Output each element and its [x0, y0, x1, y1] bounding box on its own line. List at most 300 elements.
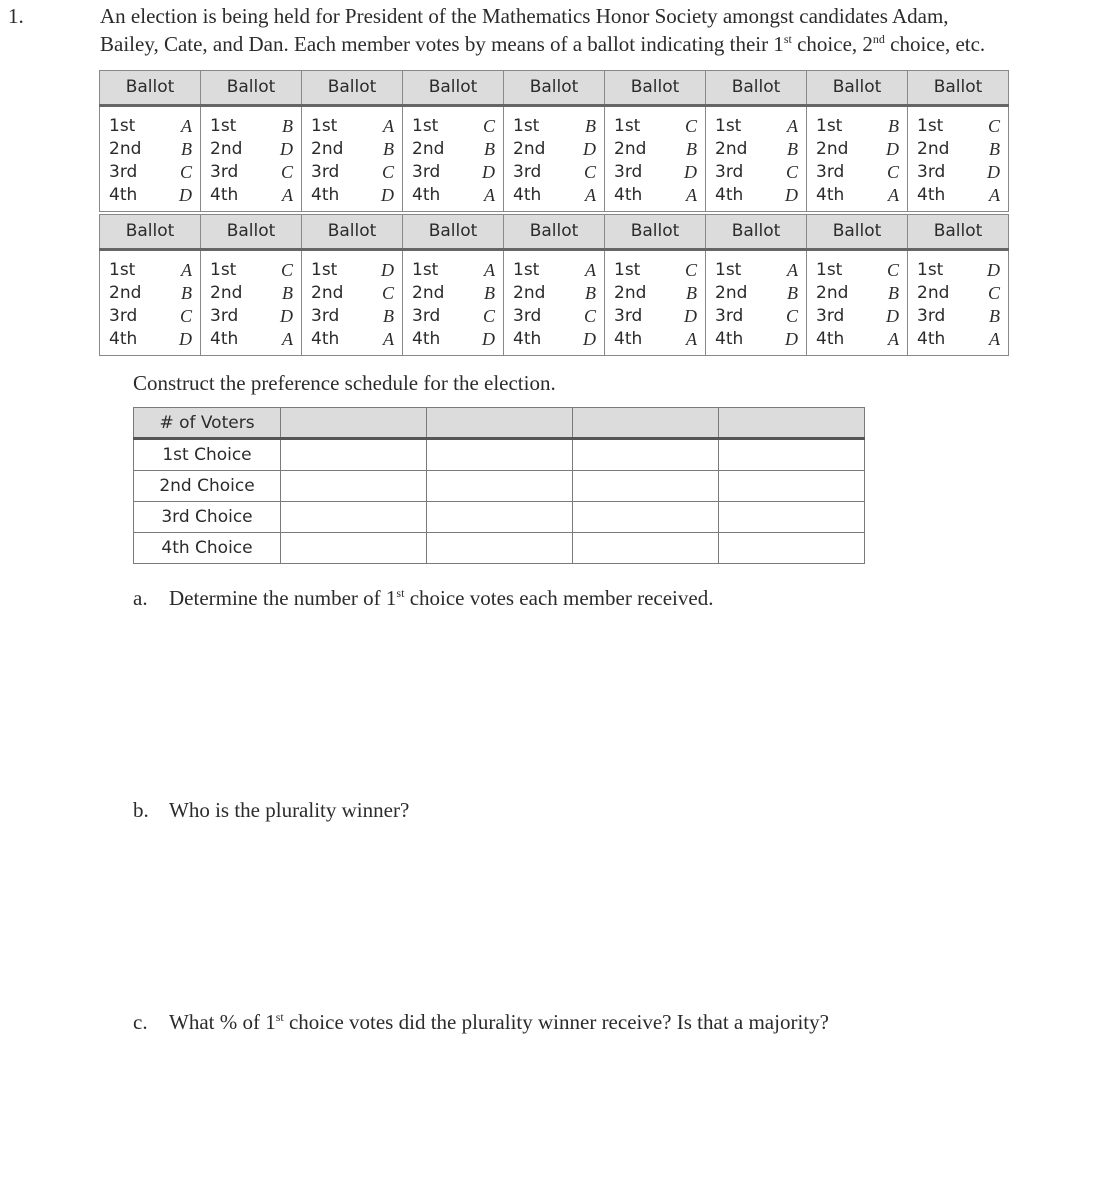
rank-label: 2nd [109, 283, 142, 303]
ballot-rank-row [403, 115, 503, 138]
rank-label: 4th [715, 329, 744, 349]
candidate-letter: B [888, 116, 899, 136]
ballot-card [403, 250, 504, 356]
candidate-letter: B [686, 283, 697, 303]
rank-label: 4th [311, 329, 340, 349]
candidate-letter: C [280, 260, 293, 280]
candidate-letter: D [179, 185, 192, 205]
ballot-rank-row [504, 282, 604, 305]
ballot-header: Ballot [100, 215, 201, 250]
candidate-letter: D [482, 162, 495, 182]
rank-label: 4th [109, 329, 138, 349]
ballot-body-row [100, 250, 1009, 356]
rank-label: 1st [816, 116, 843, 136]
rank-label: 3rd [513, 306, 542, 326]
schedule-cell[interactable] [719, 502, 865, 533]
candidate-letter: C [583, 162, 596, 182]
candidate-letter: A [585, 260, 596, 280]
ballot-rank-row [504, 138, 604, 161]
candidate-letter: D [684, 306, 697, 326]
ballot-rank-row [302, 305, 402, 328]
rank-label: 4th [513, 185, 542, 205]
candidate-letter: D [280, 306, 293, 326]
ballot-rank-row [807, 259, 907, 282]
rank-label: 3rd [210, 162, 239, 182]
ballot-header: Ballot [706, 215, 807, 250]
ballot-rank-row [807, 305, 907, 328]
candidate-letter: B [484, 139, 495, 159]
candidate-letter: A [282, 185, 293, 205]
ballot-body-row [100, 106, 1009, 212]
ballot-rank-row [605, 138, 705, 161]
rank-label: 3rd [715, 306, 744, 326]
ballot-rank-row [605, 161, 705, 184]
rank-label: 3rd [513, 162, 542, 182]
ballot-rank-row [605, 184, 705, 207]
candidate-letter: A [282, 329, 293, 349]
rank-label: 2nd [614, 283, 647, 303]
ballot-header: Ballot [403, 71, 504, 106]
candidate-letter: A [484, 260, 495, 280]
ballot-rank-row [706, 328, 806, 351]
ballot-rank-row [605, 115, 705, 138]
rank-label: 2nd [210, 283, 243, 303]
ballot-rank-row [504, 161, 604, 184]
ballot-header: Ballot [201, 71, 302, 106]
candidate-letter: C [684, 116, 697, 136]
candidate-letter: A [181, 116, 192, 136]
rank-label: 4th [917, 185, 946, 205]
ballot-rank-row [706, 184, 806, 207]
schedule-cell[interactable] [281, 439, 427, 471]
ballot-header-row [100, 215, 1009, 250]
ballot-rank-row [706, 138, 806, 161]
choice-label: 3rd Choice [134, 502, 281, 533]
candidate-letter: D [684, 162, 697, 182]
ballot-card [302, 106, 403, 212]
ballot-header: Ballot [302, 215, 403, 250]
part-b-label: b. [133, 798, 149, 822]
ballot-rank-row [302, 184, 402, 207]
ballot-rank-row [706, 259, 806, 282]
candidate-letter: C [684, 260, 697, 280]
rank-label: 2nd [412, 283, 445, 303]
ballot-header: Ballot [302, 71, 403, 106]
ballot-rank-row [100, 184, 200, 207]
ballot-rank-row [807, 328, 907, 351]
ballot-rank-row [504, 328, 604, 351]
rank-label: 3rd [816, 162, 845, 182]
rank-label: 2nd [715, 283, 748, 303]
rank-label: 1st [109, 260, 136, 280]
preference-schedule-table [133, 407, 865, 564]
question-prompt [8, 2, 1060, 58]
part-c-question: c. What % of 1st choice votes did the plurality winner receive? Is that a majority? [133, 1010, 829, 1034]
rank-label: 4th [715, 185, 744, 205]
rank-label: 2nd [412, 139, 445, 159]
rank-label: 3rd [917, 306, 946, 326]
question-line-1: An election is being held for President of the Mathematics Honor Society amongst candidates Adam, [100, 4, 949, 28]
ballot-rank-row [908, 282, 1008, 305]
schedule-cell[interactable] [281, 408, 427, 439]
part-a-question: a. Determine the number of 1st choice votes each member received. [133, 586, 714, 610]
rank-label: 1st [513, 260, 540, 280]
candidate-letter: D [987, 260, 1000, 280]
candidate-letter: B [787, 283, 798, 303]
candidate-letter: C [987, 283, 1000, 303]
candidate-letter: A [383, 329, 394, 349]
schedule-cell[interactable] [427, 439, 573, 471]
ballot-rank-row [807, 115, 907, 138]
rank-label: 1st [412, 260, 439, 280]
schedule-cell[interactable] [573, 439, 719, 471]
ballot-rank-row [201, 305, 301, 328]
ballot-card [201, 250, 302, 356]
ballot-rank-row [302, 138, 402, 161]
rank-label: 1st [816, 260, 843, 280]
ballot-rank-row [807, 138, 907, 161]
candidate-letter: C [280, 162, 293, 182]
candidate-letter: D [179, 329, 192, 349]
ballot-rank-row [403, 184, 503, 207]
rank-label: 2nd [311, 283, 344, 303]
ballot-rank-row [908, 115, 1008, 138]
rank-label: 4th [412, 329, 441, 349]
ballot-rank-row [504, 184, 604, 207]
schedule-row [134, 439, 865, 471]
candidate-letter: B [787, 139, 798, 159]
candidate-letter: C [482, 116, 495, 136]
ballot-rank-row [100, 282, 200, 305]
candidate-letter: A [888, 329, 899, 349]
schedule-cell[interactable] [719, 533, 865, 564]
ballot-rank-row [201, 138, 301, 161]
rank-label: 4th [513, 329, 542, 349]
schedule-cell[interactable] [573, 502, 719, 533]
candidate-letter: D [482, 329, 495, 349]
rank-label: 3rd [412, 306, 441, 326]
ballot-card [605, 106, 706, 212]
question-line-2: Bailey, Cate, and Dan. Each member votes by means of a ballot indicating their 1st choice, 2nd choice, etc. [100, 32, 986, 56]
ballot-rank-row [201, 161, 301, 184]
candidate-letter: B [585, 283, 596, 303]
candidate-letter: A [686, 329, 697, 349]
ballot-header: Ballot [605, 215, 706, 250]
rank-label: 4th [917, 329, 946, 349]
candidate-letter: D [886, 306, 899, 326]
rank-label: 1st [210, 260, 237, 280]
rank-label: 1st [513, 116, 540, 136]
rank-label: 4th [816, 185, 845, 205]
candidate-letter: C [381, 162, 394, 182]
ballot-card [100, 250, 201, 356]
candidate-letter: B [282, 283, 293, 303]
ballot-rank-row [302, 259, 402, 282]
ballot-rank-row [908, 305, 1008, 328]
ballot-rank-row [403, 328, 503, 351]
schedule-cell[interactable] [427, 502, 573, 533]
ballot-card [302, 250, 403, 356]
ballot-rank-row [706, 305, 806, 328]
rank-label: 2nd [715, 139, 748, 159]
ballot-rank-row [403, 138, 503, 161]
rank-label: 4th [109, 185, 138, 205]
ballot-header: Ballot [908, 71, 1009, 106]
ballot-rank-row [201, 282, 301, 305]
schedule-cell[interactable] [719, 471, 865, 502]
ballot-rank-row [807, 184, 907, 207]
rank-label: 2nd [614, 139, 647, 159]
candidate-letter: D [785, 329, 798, 349]
ballot-rank-row [201, 115, 301, 138]
ballot-rank-row [908, 138, 1008, 161]
ballot-rank-row [504, 115, 604, 138]
candidate-letter: D [280, 139, 293, 159]
ballot-table-bottom [99, 214, 1009, 356]
candidate-letter: B [383, 139, 394, 159]
rank-label: 2nd [311, 139, 344, 159]
rank-label: 1st [412, 116, 439, 136]
rank-label: 1st [614, 260, 641, 280]
choice-label: 1st Choice [134, 439, 281, 471]
ballot-rank-row [908, 328, 1008, 351]
candidate-letter: B [585, 116, 596, 136]
ballot-rank-row [605, 259, 705, 282]
ballot-header: Ballot [908, 215, 1009, 250]
rank-label: 4th [311, 185, 340, 205]
ballot-header-row [100, 71, 1009, 106]
rank-label: 1st [917, 116, 944, 136]
schedule-cell[interactable] [427, 471, 573, 502]
ballot-rank-row [100, 305, 200, 328]
rank-label: 2nd [210, 139, 243, 159]
candidate-letter: B [181, 139, 192, 159]
ballot-rank-row [100, 328, 200, 351]
ballot-rank-row [403, 282, 503, 305]
ballot-rank-row [403, 161, 503, 184]
ballot-card [201, 106, 302, 212]
construct-instruction: Construct the preference schedule for the election. [133, 371, 556, 395]
candidate-letter: A [989, 185, 1000, 205]
schedule-cell[interactable] [281, 533, 427, 564]
ballot-rank-row [605, 305, 705, 328]
candidate-letter: D [583, 329, 596, 349]
rank-label: 2nd [917, 139, 950, 159]
candidate-letter: B [383, 306, 394, 326]
part-b-question: b. Who is the plurality winner? [133, 798, 410, 822]
schedule-cell[interactable] [427, 408, 573, 439]
ballot-header: Ballot [201, 215, 302, 250]
ballot-rank-row [100, 161, 200, 184]
candidate-letter: C [179, 162, 192, 182]
schedule-row [134, 533, 865, 564]
candidate-letter: A [181, 260, 192, 280]
rank-label: 2nd [513, 283, 546, 303]
candidate-letter: A [585, 185, 596, 205]
ballot-header: Ballot [100, 71, 201, 106]
rank-label: 3rd [109, 306, 138, 326]
rank-label: 2nd [816, 139, 849, 159]
rank-label: 3rd [816, 306, 845, 326]
ballot-card [706, 250, 807, 356]
candidate-letter: C [785, 162, 798, 182]
rank-label: 2nd [816, 283, 849, 303]
ballot-card [504, 106, 605, 212]
schedule-row [134, 502, 865, 533]
rank-label: 3rd [210, 306, 239, 326]
rank-label: 1st [917, 260, 944, 280]
candidate-letter: A [787, 260, 798, 280]
candidate-letter: C [482, 306, 495, 326]
rank-label: 3rd [614, 306, 643, 326]
candidate-letter: A [383, 116, 394, 136]
ballot-rank-row [201, 184, 301, 207]
candidate-letter: C [583, 306, 596, 326]
candidate-letter: B [888, 283, 899, 303]
choice-label: 2nd Choice [134, 471, 281, 502]
schedule-header-row [134, 408, 865, 439]
ballot-rank-row [706, 115, 806, 138]
candidate-letter: B [282, 116, 293, 136]
rank-label: 4th [816, 329, 845, 349]
schedule-cell[interactable] [281, 502, 427, 533]
ballot-header: Ballot [807, 71, 908, 106]
candidate-letter: D [583, 139, 596, 159]
candidate-letter: D [381, 185, 394, 205]
candidate-letter: B [989, 139, 1000, 159]
schedule-cell[interactable] [281, 471, 427, 502]
candidate-letter: D [987, 162, 1000, 182]
ballot-rank-row [302, 282, 402, 305]
ballot-rank-row [302, 161, 402, 184]
ballot-rank-row [605, 282, 705, 305]
schedule-cell[interactable] [573, 533, 719, 564]
ballot-card [605, 250, 706, 356]
ballot-card [100, 106, 201, 212]
ballot-rank-row [302, 115, 402, 138]
choice-label: 4th Choice [134, 533, 281, 564]
rank-label: 1st [210, 116, 237, 136]
schedule-cell[interactable] [427, 533, 573, 564]
ballot-rank-row [201, 259, 301, 282]
candidate-letter: B [484, 283, 495, 303]
candidate-letter: D [381, 260, 394, 280]
part-a-label: a. [133, 586, 148, 610]
ballot-card [807, 250, 908, 356]
candidate-letter: D [886, 139, 899, 159]
ballot-card [504, 250, 605, 356]
rank-label: 4th [614, 329, 643, 349]
rank-label: 3rd [109, 162, 138, 182]
ballot-rank-row [201, 328, 301, 351]
rank-label: 3rd [412, 162, 441, 182]
rank-label: 2nd [917, 283, 950, 303]
schedule-cell[interactable] [719, 408, 865, 439]
rank-label: 4th [614, 185, 643, 205]
ballot-card [908, 250, 1009, 356]
candidate-letter: B [686, 139, 697, 159]
rank-label: 4th [210, 329, 239, 349]
ballot-header: Ballot [504, 71, 605, 106]
ballot-card [706, 106, 807, 212]
ballot-rank-row [100, 259, 200, 282]
ballot-rank-row [706, 282, 806, 305]
ballot-rank-row [605, 328, 705, 351]
candidate-letter: A [686, 185, 697, 205]
ballot-card [908, 106, 1009, 212]
ballot-header: Ballot [504, 215, 605, 250]
ballot-rank-row [908, 161, 1008, 184]
ballot-rank-row [908, 259, 1008, 282]
rank-label: 1st [614, 116, 641, 136]
schedule-row [134, 471, 865, 502]
rank-label: 1st [311, 116, 338, 136]
candidate-letter: A [888, 185, 899, 205]
candidate-letter: C [785, 306, 798, 326]
rank-label: 3rd [614, 162, 643, 182]
candidate-letter: D [785, 185, 798, 205]
ballot-rank-row [302, 328, 402, 351]
rank-label: 1st [109, 116, 136, 136]
ballot-table-top [99, 70, 1009, 212]
ballot-header: Ballot [403, 215, 504, 250]
ballot-rank-row [504, 259, 604, 282]
candidate-letter: A [989, 329, 1000, 349]
schedule-cell[interactable] [719, 439, 865, 471]
rank-label: 3rd [715, 162, 744, 182]
rank-label: 2nd [109, 139, 142, 159]
rank-label: 3rd [311, 162, 340, 182]
rank-label: 1st [715, 260, 742, 280]
rank-label: 2nd [513, 139, 546, 159]
ballot-rank-row [403, 305, 503, 328]
question-number: 1. [8, 4, 24, 28]
ballot-rank-row [100, 115, 200, 138]
ballot-rank-row [908, 184, 1008, 207]
candidate-letter: C [886, 162, 899, 182]
ballot-header: Ballot [706, 71, 807, 106]
ballot-card [807, 106, 908, 212]
candidate-letter: A [787, 116, 798, 136]
ballot-rank-row [403, 259, 503, 282]
ballot-rank-row [100, 138, 200, 161]
ballot-rank-row [807, 282, 907, 305]
ballot-rank-row [504, 305, 604, 328]
candidate-letter: C [179, 306, 192, 326]
rank-label: 1st [311, 260, 338, 280]
rank-label: 3rd [311, 306, 340, 326]
candidate-letter: B [181, 283, 192, 303]
rank-label: 1st [715, 116, 742, 136]
schedule-cell[interactable] [573, 408, 719, 439]
candidate-letter: C [886, 260, 899, 280]
voters-count-label: # of Voters [134, 408, 281, 439]
rank-label: 4th [210, 185, 239, 205]
rank-label: 4th [412, 185, 441, 205]
rank-label: 3rd [917, 162, 946, 182]
part-c-label: c. [133, 1010, 148, 1034]
candidate-letter: C [381, 283, 394, 303]
schedule-cell[interactable] [573, 471, 719, 502]
candidate-letter: A [484, 185, 495, 205]
ballot-rank-row [807, 161, 907, 184]
ballot-rank-row [706, 161, 806, 184]
candidate-letter: B [989, 306, 1000, 326]
ballot-card [403, 106, 504, 212]
candidate-letter: C [987, 116, 1000, 136]
ballot-header: Ballot [807, 215, 908, 250]
ballot-header: Ballot [605, 71, 706, 106]
